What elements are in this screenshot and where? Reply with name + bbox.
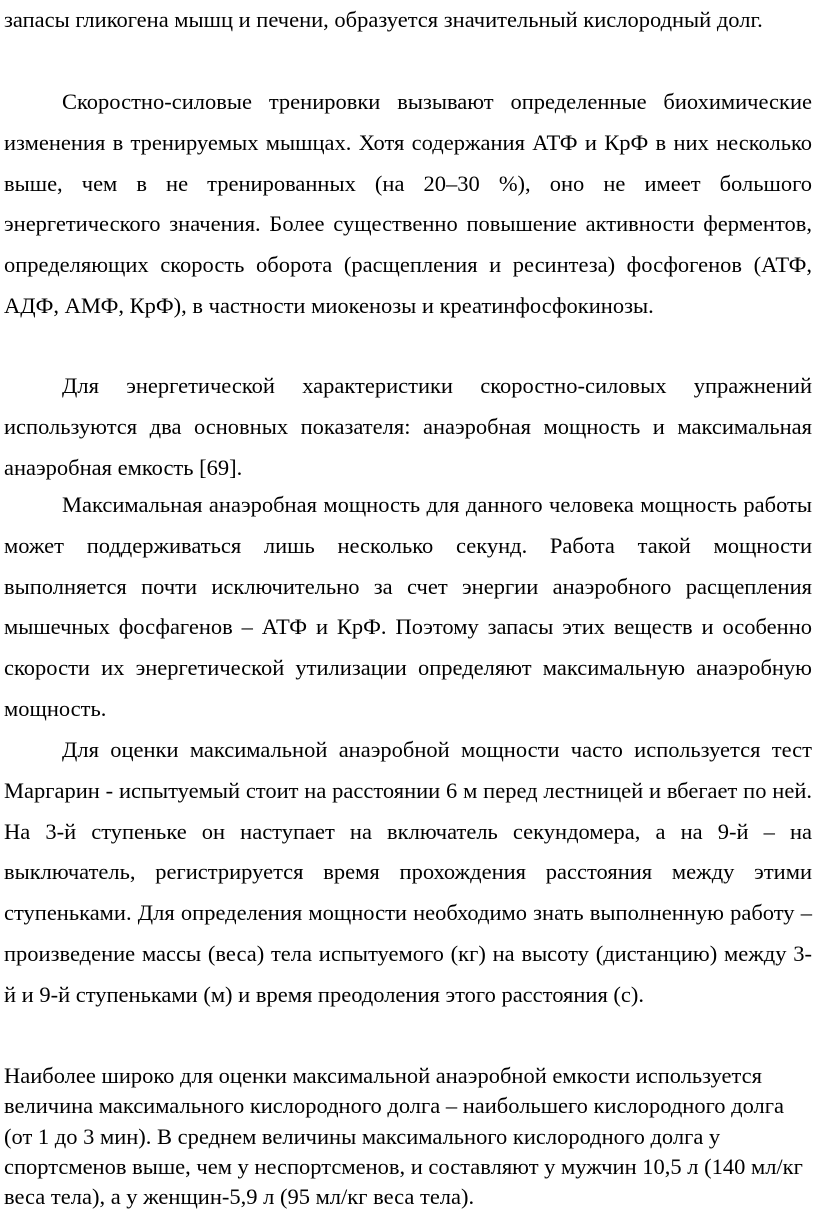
paragraph-speed-strength-training: Скоростно-силовые тренировки вызывают определенные биохимические изменения в тренируемых мышцах. Хотя содержания АТФ и КрФ в них несколько выше, чем в не тренированных (на 20–30 %), оно не имеет большого энергетического значения. Более существенно повышение активности ферментов, определяющих скорость оборота (расщепления и ресинтеза) фосфогенов (АТФ, АДФ, АМФ, КрФ), в частности миокенозы и креатинфосфокинозы.: [4, 89, 812, 318]
paragraph-continuation: запасы гликогена мышц и печени, образуется значительный кислородный долг.: [4, 7, 763, 32]
paragraph-energy-characteristics: Для энергетической характеристики скоростно-силовых упражнений используются два основных показателя: анаэробная мощность и максимальная анаэробная емкость [69].: [4, 373, 812, 480]
paragraph-max-anaerobic-power: Максимальная анаэробная мощность для данного человека мощность работы может поддерживаться лишь несколько секунд. Работа такой мощности выполняется почти исключительно за счет энергии анаэробного расщепления мышечных фосфагенов – АТФ и КрФ. Поэтому запасы этих веществ и особенно скорости их энергетической утилизации определяют максимальную анаэробную мощность.: [4, 492, 812, 721]
paragraph-max-anaerobic-capacity: Наиболее широко для оценки максимальной анаэробной емкости используется величина максимального кислородного долга – наибольшего кислородного долга (от 1 до 3 мин). В среднем величины максимального кислородного долга у спортсменов выше, чем у неспортсменов, и составляют у мужчин 10,5 л (140 мл/кг веса тела), а у женщин-5,9 л (95 мл/кг веса тела).: [4, 1063, 803, 1210]
paragraph-margaria-test: Для оценки максимальной анаэробной мощности часто используется тест Маргарин - испытуемый стоит на расстоянии 6 м перед лестницей и вбегает по ней. На 3-й ступеньке он наступает на включатель секундомера, а на 9-й – на выключатель, регистрируется время прохождения расстояния между этими ступеньками. Для определения мощности необходимо знать выполненную работу – произведение массы (веса) тела испытуемого (кг) на высоту (дистанцию) между 3-й и 9-й ступеньками (м) и время преодоления этого расстояния (с).: [4, 737, 812, 1007]
